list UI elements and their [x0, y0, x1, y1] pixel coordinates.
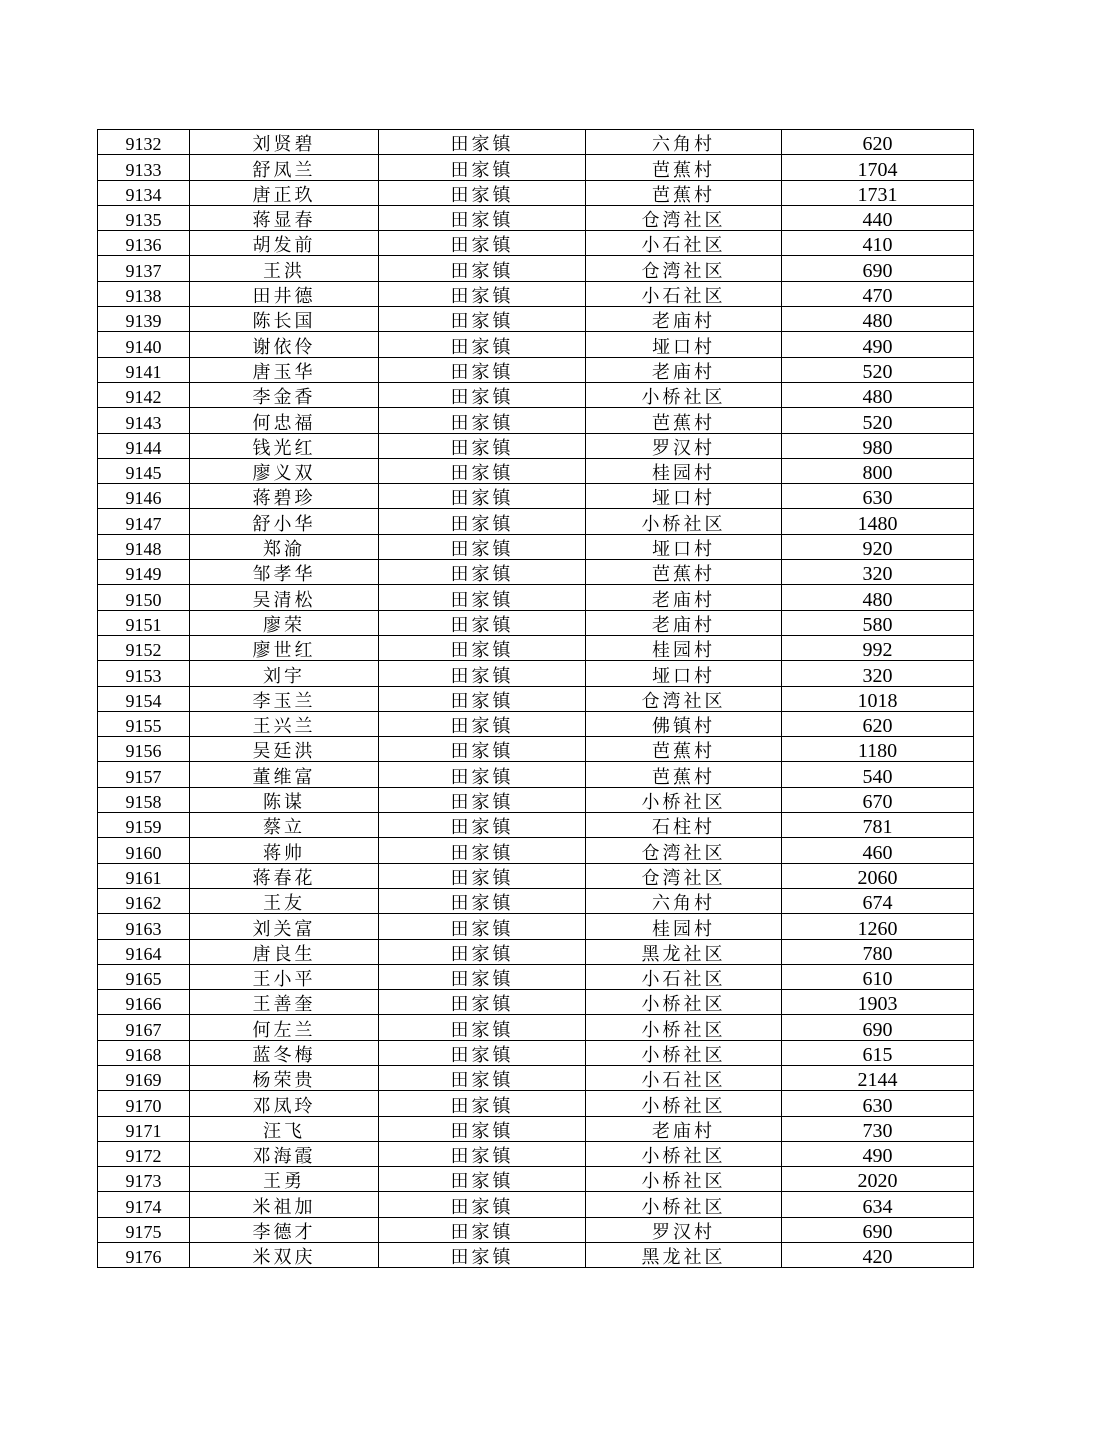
- amount-cell: 690: [782, 1015, 974, 1040]
- town-cell: 田家镇: [379, 332, 586, 357]
- table-row: [98, 458, 974, 483]
- row-number-cell: 9143: [98, 408, 190, 433]
- person-name-cell: 唐正玖: [190, 180, 379, 205]
- row-number-cell: 9148: [98, 534, 190, 559]
- person-name-cell: 李玉兰: [190, 686, 379, 711]
- town-cell: 田家镇: [379, 180, 586, 205]
- town-cell: 田家镇: [379, 1141, 586, 1166]
- village-cell: 小桥社区: [586, 1192, 782, 1217]
- table-row: [98, 964, 974, 989]
- table-row: [98, 990, 974, 1015]
- town-cell: 田家镇: [379, 610, 586, 635]
- table-row: [98, 1192, 974, 1217]
- village-cell: 小石社区: [586, 281, 782, 306]
- row-number-cell: 9145: [98, 458, 190, 483]
- amount-cell: 1018: [782, 686, 974, 711]
- village-cell: 垭口村: [586, 332, 782, 357]
- person-name-cell: 杨荣贵: [190, 1065, 379, 1090]
- person-name-cell: 蓝冬梅: [190, 1040, 379, 1065]
- table-row: [98, 585, 974, 610]
- amount-cell: 480: [782, 382, 974, 407]
- row-number-cell: 9137: [98, 256, 190, 281]
- person-name-cell: 胡发前: [190, 231, 379, 256]
- amount-cell: 2020: [782, 1167, 974, 1192]
- person-name-cell: 董维富: [190, 762, 379, 787]
- village-cell: 小桥社区: [586, 382, 782, 407]
- row-number-cell: 9146: [98, 484, 190, 509]
- amount-cell: 730: [782, 1116, 974, 1141]
- table-row: [98, 155, 974, 180]
- village-cell: 老庙村: [586, 610, 782, 635]
- table-row: [98, 1065, 974, 1090]
- amount-cell: 690: [782, 256, 974, 281]
- village-cell: 小石社区: [586, 1065, 782, 1090]
- table-row: [98, 1091, 974, 1116]
- town-cell: 田家镇: [379, 737, 586, 762]
- row-number-cell: 9140: [98, 332, 190, 357]
- person-name-cell: 刘宇: [190, 661, 379, 686]
- table-row: [98, 433, 974, 458]
- village-cell: 小桥社区: [586, 509, 782, 534]
- table-row: [98, 1217, 974, 1242]
- table-row: [98, 863, 974, 888]
- town-cell: 田家镇: [379, 256, 586, 281]
- village-cell: 石柱村: [586, 813, 782, 838]
- person-name-cell: 吴清松: [190, 585, 379, 610]
- table-row: [98, 205, 974, 230]
- table-row: [98, 534, 974, 559]
- row-number-cell: 9160: [98, 838, 190, 863]
- row-number-cell: 9135: [98, 205, 190, 230]
- row-number-cell: 9171: [98, 1116, 190, 1141]
- row-number-cell: 9174: [98, 1192, 190, 1217]
- row-number-cell: 9139: [98, 307, 190, 332]
- village-cell: 小桥社区: [586, 1040, 782, 1065]
- row-number-cell: 9133: [98, 155, 190, 180]
- amount-cell: 781: [782, 813, 974, 838]
- person-name-cell: 蒋春花: [190, 863, 379, 888]
- row-number-cell: 9134: [98, 180, 190, 205]
- village-cell: 小桥社区: [586, 990, 782, 1015]
- village-cell: 小石社区: [586, 231, 782, 256]
- row-number-cell: 9149: [98, 560, 190, 585]
- row-number-cell: 9154: [98, 686, 190, 711]
- table-row: [98, 661, 974, 686]
- village-cell: 仓湾社区: [586, 686, 782, 711]
- row-number-cell: 9170: [98, 1091, 190, 1116]
- amount-cell: 615: [782, 1040, 974, 1065]
- person-name-cell: 陈谋: [190, 787, 379, 812]
- amount-cell: 420: [782, 1243, 974, 1268]
- amount-cell: 320: [782, 560, 974, 585]
- row-number-cell: 9164: [98, 939, 190, 964]
- town-cell: 田家镇: [379, 635, 586, 660]
- row-number-cell: 9162: [98, 888, 190, 913]
- amount-cell: 1903: [782, 990, 974, 1015]
- row-number-cell: 9163: [98, 914, 190, 939]
- village-cell: 垭口村: [586, 534, 782, 559]
- row-number-cell: 9161: [98, 863, 190, 888]
- town-cell: 田家镇: [379, 382, 586, 407]
- row-number-cell: 9150: [98, 585, 190, 610]
- village-cell: 小桥社区: [586, 787, 782, 812]
- table-row: [98, 332, 974, 357]
- row-number-cell: 9158: [98, 787, 190, 812]
- town-cell: 田家镇: [379, 484, 586, 509]
- village-cell: 老庙村: [586, 357, 782, 382]
- person-name-cell: 何忠福: [190, 408, 379, 433]
- table-row: [98, 762, 974, 787]
- table-row: [98, 686, 974, 711]
- village-cell: 老庙村: [586, 585, 782, 610]
- village-cell: 老庙村: [586, 307, 782, 332]
- person-name-cell: 米双庆: [190, 1243, 379, 1268]
- amount-cell: 634: [782, 1192, 974, 1217]
- village-cell: 桂园村: [586, 635, 782, 660]
- table-row: [98, 180, 974, 205]
- row-number-cell: 9153: [98, 661, 190, 686]
- person-name-cell: 唐良生: [190, 939, 379, 964]
- row-number-cell: 9151: [98, 610, 190, 635]
- row-number-cell: 9141: [98, 357, 190, 382]
- row-number-cell: 9157: [98, 762, 190, 787]
- village-cell: 罗汉村: [586, 1217, 782, 1242]
- person-name-cell: 李德才: [190, 1217, 379, 1242]
- row-number-cell: 9156: [98, 737, 190, 762]
- amount-cell: 2060: [782, 863, 974, 888]
- village-cell: 垭口村: [586, 484, 782, 509]
- amount-cell: 490: [782, 332, 974, 357]
- person-name-cell: 王善奎: [190, 990, 379, 1015]
- table-row: [98, 130, 974, 155]
- table-row: [98, 939, 974, 964]
- village-cell: 佛镇村: [586, 711, 782, 736]
- person-name-cell: 钱光红: [190, 433, 379, 458]
- town-cell: 田家镇: [379, 1243, 586, 1268]
- town-cell: 田家镇: [379, 155, 586, 180]
- town-cell: 田家镇: [379, 813, 586, 838]
- person-name-cell: 廖世红: [190, 635, 379, 660]
- village-cell: 小桥社区: [586, 1167, 782, 1192]
- town-cell: 田家镇: [379, 560, 586, 585]
- person-name-cell: 李金香: [190, 382, 379, 407]
- town-cell: 田家镇: [379, 1065, 586, 1090]
- person-name-cell: 唐玉华: [190, 357, 379, 382]
- row-number-cell: 9136: [98, 231, 190, 256]
- village-cell: 垭口村: [586, 661, 782, 686]
- amount-cell: 1731: [782, 180, 974, 205]
- table-row: [98, 888, 974, 913]
- person-name-cell: 吴廷洪: [190, 737, 379, 762]
- amount-cell: 1704: [782, 155, 974, 180]
- village-cell: 芭蕉村: [586, 180, 782, 205]
- town-cell: 田家镇: [379, 408, 586, 433]
- amount-cell: 440: [782, 205, 974, 230]
- amount-cell: 1260: [782, 914, 974, 939]
- table-row: [98, 256, 974, 281]
- town-cell: 田家镇: [379, 939, 586, 964]
- town-cell: 田家镇: [379, 888, 586, 913]
- row-number-cell: 9172: [98, 1141, 190, 1166]
- village-cell: 芭蕉村: [586, 408, 782, 433]
- table-row: [98, 560, 974, 585]
- person-name-cell: 田井德: [190, 281, 379, 306]
- town-cell: 田家镇: [379, 205, 586, 230]
- row-number-cell: 9159: [98, 813, 190, 838]
- table-row: [98, 382, 974, 407]
- amount-cell: 480: [782, 307, 974, 332]
- town-cell: 田家镇: [379, 1192, 586, 1217]
- table-row: [98, 610, 974, 635]
- person-name-cell: 邓凤玲: [190, 1091, 379, 1116]
- table-row: [98, 914, 974, 939]
- table-row: [98, 711, 974, 736]
- table-row: [98, 357, 974, 382]
- table-row: [98, 1167, 974, 1192]
- row-number-cell: 9165: [98, 964, 190, 989]
- town-cell: 田家镇: [379, 130, 586, 155]
- person-name-cell: 舒凤兰: [190, 155, 379, 180]
- roster-table: [97, 129, 974, 1268]
- person-name-cell: 廖义双: [190, 458, 379, 483]
- table-row: [98, 307, 974, 332]
- person-name-cell: 蒋帅: [190, 838, 379, 863]
- person-name-cell: 蔡立: [190, 813, 379, 838]
- town-cell: 田家镇: [379, 585, 586, 610]
- village-cell: 芭蕉村: [586, 155, 782, 180]
- amount-cell: 320: [782, 661, 974, 686]
- person-name-cell: 郑渝: [190, 534, 379, 559]
- amount-cell: 460: [782, 838, 974, 863]
- town-cell: 田家镇: [379, 281, 586, 306]
- person-name-cell: 谢依伶: [190, 332, 379, 357]
- person-name-cell: 王勇: [190, 1167, 379, 1192]
- village-cell: 黑龙社区: [586, 939, 782, 964]
- roster-table-body: [98, 130, 974, 1268]
- amount-cell: 610: [782, 964, 974, 989]
- village-cell: 小桥社区: [586, 1091, 782, 1116]
- table-row: [98, 787, 974, 812]
- row-number-cell: 9176: [98, 1243, 190, 1268]
- town-cell: 田家镇: [379, 534, 586, 559]
- person-name-cell: 陈长国: [190, 307, 379, 332]
- person-name-cell: 米祖加: [190, 1192, 379, 1217]
- person-name-cell: 王友: [190, 888, 379, 913]
- town-cell: 田家镇: [379, 1015, 586, 1040]
- town-cell: 田家镇: [379, 509, 586, 534]
- amount-cell: 470: [782, 281, 974, 306]
- row-number-cell: 9166: [98, 990, 190, 1015]
- row-number-cell: 9175: [98, 1217, 190, 1242]
- amount-cell: 580: [782, 610, 974, 635]
- amount-cell: 690: [782, 1217, 974, 1242]
- town-cell: 田家镇: [379, 964, 586, 989]
- row-number-cell: 9169: [98, 1065, 190, 1090]
- table-row: [98, 1015, 974, 1040]
- town-cell: 田家镇: [379, 1040, 586, 1065]
- village-cell: 罗汉村: [586, 433, 782, 458]
- person-name-cell: 蒋显春: [190, 205, 379, 230]
- amount-cell: 630: [782, 1091, 974, 1116]
- town-cell: 田家镇: [379, 762, 586, 787]
- village-cell: 芭蕉村: [586, 560, 782, 585]
- amount-cell: 980: [782, 433, 974, 458]
- village-cell: 桂园村: [586, 914, 782, 939]
- town-cell: 田家镇: [379, 661, 586, 686]
- table-row: [98, 509, 974, 534]
- town-cell: 田家镇: [379, 990, 586, 1015]
- town-cell: 田家镇: [379, 863, 586, 888]
- table-row: [98, 813, 974, 838]
- town-cell: 田家镇: [379, 838, 586, 863]
- person-name-cell: 何左兰: [190, 1015, 379, 1040]
- village-cell: 仓湾社区: [586, 205, 782, 230]
- amount-cell: 1180: [782, 737, 974, 762]
- town-cell: 田家镇: [379, 1091, 586, 1116]
- amount-cell: 540: [782, 762, 974, 787]
- row-number-cell: 9168: [98, 1040, 190, 1065]
- town-cell: 田家镇: [379, 686, 586, 711]
- amount-cell: 780: [782, 939, 974, 964]
- row-number-cell: 9167: [98, 1015, 190, 1040]
- town-cell: 田家镇: [379, 1167, 586, 1192]
- amount-cell: 800: [782, 458, 974, 483]
- row-number-cell: 9152: [98, 635, 190, 660]
- village-cell: 六角村: [586, 888, 782, 913]
- town-cell: 田家镇: [379, 1116, 586, 1141]
- table-row: [98, 1116, 974, 1141]
- person-name-cell: 廖荣: [190, 610, 379, 635]
- amount-cell: 490: [782, 1141, 974, 1166]
- amount-cell: 620: [782, 130, 974, 155]
- table-row: [98, 635, 974, 660]
- amount-cell: 410: [782, 231, 974, 256]
- amount-cell: 480: [782, 585, 974, 610]
- person-name-cell: 王洪: [190, 256, 379, 281]
- row-number-cell: 9144: [98, 433, 190, 458]
- amount-cell: 670: [782, 787, 974, 812]
- amount-cell: 992: [782, 635, 974, 660]
- amount-cell: 920: [782, 534, 974, 559]
- person-name-cell: 刘关富: [190, 914, 379, 939]
- amount-cell: 1480: [782, 509, 974, 534]
- amount-cell: 620: [782, 711, 974, 736]
- town-cell: 田家镇: [379, 231, 586, 256]
- table-row: [98, 1243, 974, 1268]
- village-cell: 黑龙社区: [586, 1243, 782, 1268]
- amount-cell: 520: [782, 408, 974, 433]
- table-row: [98, 408, 974, 433]
- town-cell: 田家镇: [379, 787, 586, 812]
- village-cell: 小石社区: [586, 964, 782, 989]
- amount-cell: 2144: [782, 1065, 974, 1090]
- town-cell: 田家镇: [379, 357, 586, 382]
- amount-cell: 520: [782, 357, 974, 382]
- village-cell: 桂园村: [586, 458, 782, 483]
- village-cell: 仓湾社区: [586, 256, 782, 281]
- village-cell: 老庙村: [586, 1116, 782, 1141]
- person-name-cell: 王兴兰: [190, 711, 379, 736]
- row-number-cell: 9132: [98, 130, 190, 155]
- row-number-cell: 9155: [98, 711, 190, 736]
- town-cell: 田家镇: [379, 307, 586, 332]
- person-name-cell: 刘贤碧: [190, 130, 379, 155]
- table-row: [98, 737, 974, 762]
- town-cell: 田家镇: [379, 433, 586, 458]
- village-cell: 小桥社区: [586, 1015, 782, 1040]
- person-name-cell: 邹孝华: [190, 560, 379, 585]
- amount-cell: 674: [782, 888, 974, 913]
- person-name-cell: 蒋碧珍: [190, 484, 379, 509]
- village-cell: 芭蕉村: [586, 737, 782, 762]
- village-cell: 六角村: [586, 130, 782, 155]
- table-row: [98, 281, 974, 306]
- row-number-cell: 9142: [98, 382, 190, 407]
- row-number-cell: 9173: [98, 1167, 190, 1192]
- village-cell: 小桥社区: [586, 1141, 782, 1166]
- person-name-cell: 邓海霞: [190, 1141, 379, 1166]
- table-row: [98, 1040, 974, 1065]
- table-row: [98, 1141, 974, 1166]
- village-cell: 芭蕉村: [586, 762, 782, 787]
- town-cell: 田家镇: [379, 711, 586, 736]
- town-cell: 田家镇: [379, 914, 586, 939]
- town-cell: 田家镇: [379, 458, 586, 483]
- person-name-cell: 王小平: [190, 964, 379, 989]
- table-row: [98, 484, 974, 509]
- table-row: [98, 838, 974, 863]
- village-cell: 仓湾社区: [586, 838, 782, 863]
- person-name-cell: 舒小华: [190, 509, 379, 534]
- person-name-cell: 汪飞: [190, 1116, 379, 1141]
- village-cell: 仓湾社区: [586, 863, 782, 888]
- table-row: [98, 231, 974, 256]
- town-cell: 田家镇: [379, 1217, 586, 1242]
- row-number-cell: 9147: [98, 509, 190, 534]
- row-number-cell: 9138: [98, 281, 190, 306]
- amount-cell: 630: [782, 484, 974, 509]
